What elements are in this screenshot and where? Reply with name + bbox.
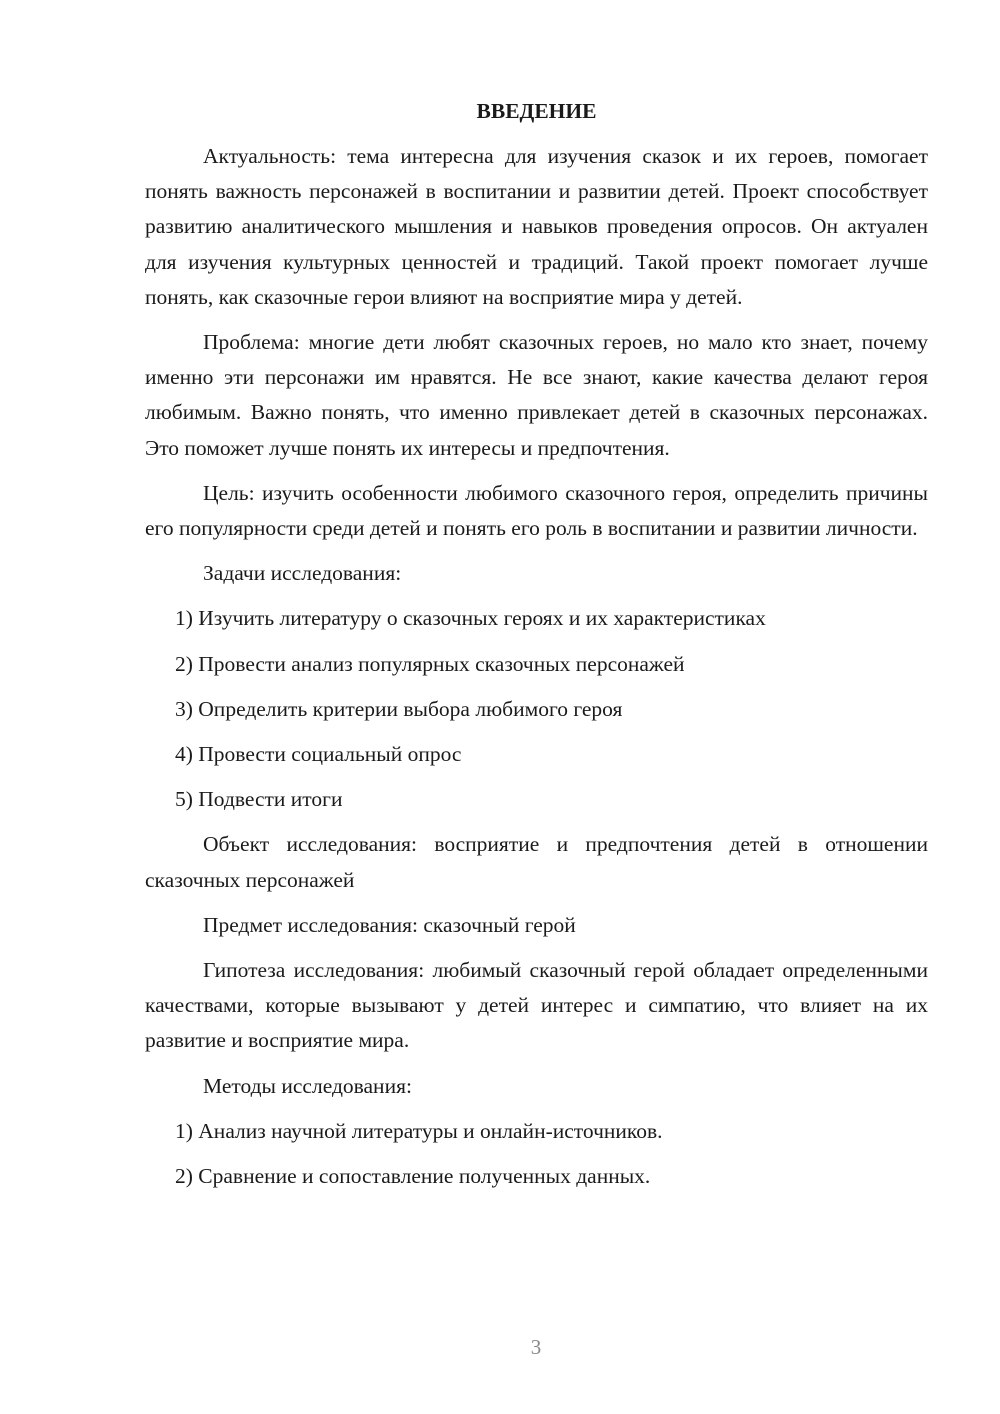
page-content bbox=[145, 94, 928, 1204]
task-item-5: 5) Подвести итоги bbox=[175, 787, 343, 812]
task-item-4: 4) Провести социальный опрос bbox=[175, 742, 462, 767]
method-item-2: 2) Сравнение и сопоставление полученных данных. bbox=[175, 1164, 651, 1189]
task-item-2: 2) Провести анализ популярных сказочных персонажей bbox=[175, 651, 685, 676]
method-item-1: 1) Анализ научной литературы и онлайн-источников. bbox=[175, 1118, 663, 1143]
subject-paragraph: Предмет исследования: сказочный герой bbox=[203, 912, 576, 937]
relevance-paragraph: Актуальность: тема интересна для изучения сказок и их героев, помогает понять важность персонажей в воспитании и развитии детей. Проект способствует развитию аналитического мышления и навыков проведения опросов. Он актуален для изучения культурных ценностей и традиций. Такой проект помогает лучше понять, как сказочные герои влияют на восприятие мира у детей. bbox=[145, 144, 928, 309]
page-number: 3 bbox=[530, 1335, 542, 1359]
tasks-heading: Задачи исследования: bbox=[203, 561, 402, 586]
goal-paragraph: Цель: изучить особенности любимого сказочного героя, определить причины его популярности среди детей и понять его роль в воспитании и развитии личности. bbox=[145, 480, 928, 541]
section-title: ВВЕДЕНИЕ bbox=[476, 99, 597, 123]
task-item-1: 1) Изучить литературу о сказочных героях и их характеристиках bbox=[175, 606, 766, 631]
object-paragraph: Объект исследования: восприятие и предпочтения детей в отношении сказочных персонажей bbox=[145, 832, 928, 892]
problem-paragraph: Проблема: многие дети любят сказочных героев, но мало кто знает, почему именно эти персонажи им нравятся. Не все знают, какие качества делают героя любимым. Важно понять, что именно привлекает детей в сказочных персонажах. Это поможет лучше понять их интересы и предпочтения. bbox=[145, 330, 928, 460]
hypothesis-paragraph: Гипотеза исследования: любимый сказочный герой обладает определенными качествами, которые вызывают у детей интерес и симпатию, что влияет на их развитие и восприятие мира. bbox=[145, 958, 928, 1053]
task-item-3: 3) Определить критерии выбора любимого героя bbox=[175, 696, 623, 721]
methods-heading: Методы исследования: bbox=[203, 1073, 412, 1098]
